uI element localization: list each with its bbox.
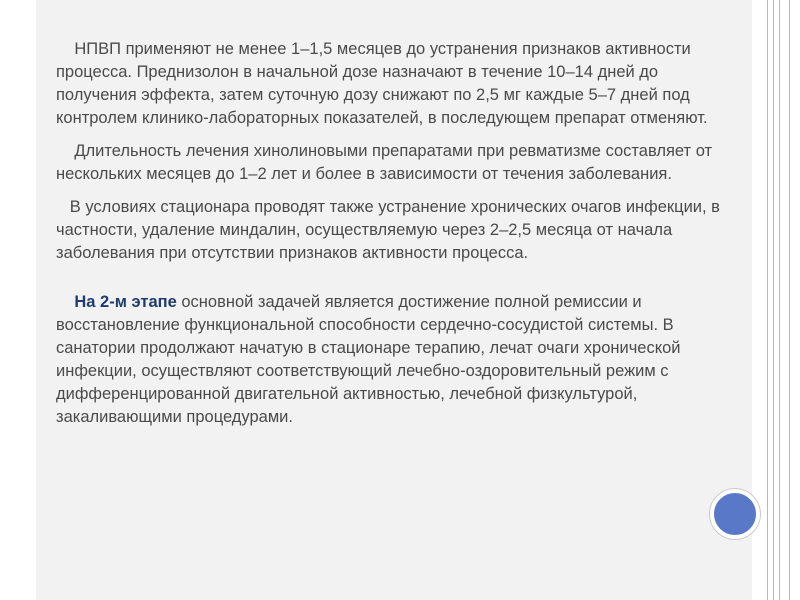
stage-heading: На 2-м этапе xyxy=(56,293,177,311)
paragraph-text: В условиях стационара проводят также устранение хронических очагов инфекции, в частности, удаление миндалин, осуществляемую через 2–2,5 месяца от начала заболевания при отсутствии признаков активности процесса. xyxy=(56,198,725,262)
decorative-rail xyxy=(789,0,790,600)
decorative-rail xyxy=(773,0,774,600)
paragraph-stage-two xyxy=(56,291,736,429)
paragraph-hospital xyxy=(56,196,736,265)
slide-body xyxy=(56,38,736,439)
decorative-circle-icon xyxy=(710,489,760,539)
paragraph-nsaid xyxy=(56,38,736,130)
paragraph-text: Длительность лечения хинолиновыми препаратами при ревматизме составляет от нескольких месяцев до 1–2 лет и более в зависимости от течения заболевания. xyxy=(56,142,717,183)
paragraph-text: НПВП применяют не менее 1–1,5 месяцев до устранения признаков активности процесса. Преднизолон в начальной дозе назначают в течение 10–14 дней до получения эффекта, затем суточную дозу снижают по 2,5 мг каждые 5–7 дней под контролем клинико-лабораторных показателей, в последующем препарат отменяют. xyxy=(56,40,708,127)
paragraph-text: основной задачей является достижение полной ремиссии и восстановление функциональной способности сердечно-сосудистой системы. В санатории продолжают начатую в стационаре терапию, лечат очаги хронической инфекции, осуществляют соответствующий лечебно-оздоровительный режим с дифференцированной двигательной активностью, лечебной физкультурой, закаливающими процедурами. xyxy=(56,293,686,426)
decorative-rail xyxy=(767,0,768,600)
decorative-rail xyxy=(779,0,780,600)
paragraph-quinoline xyxy=(56,140,736,186)
